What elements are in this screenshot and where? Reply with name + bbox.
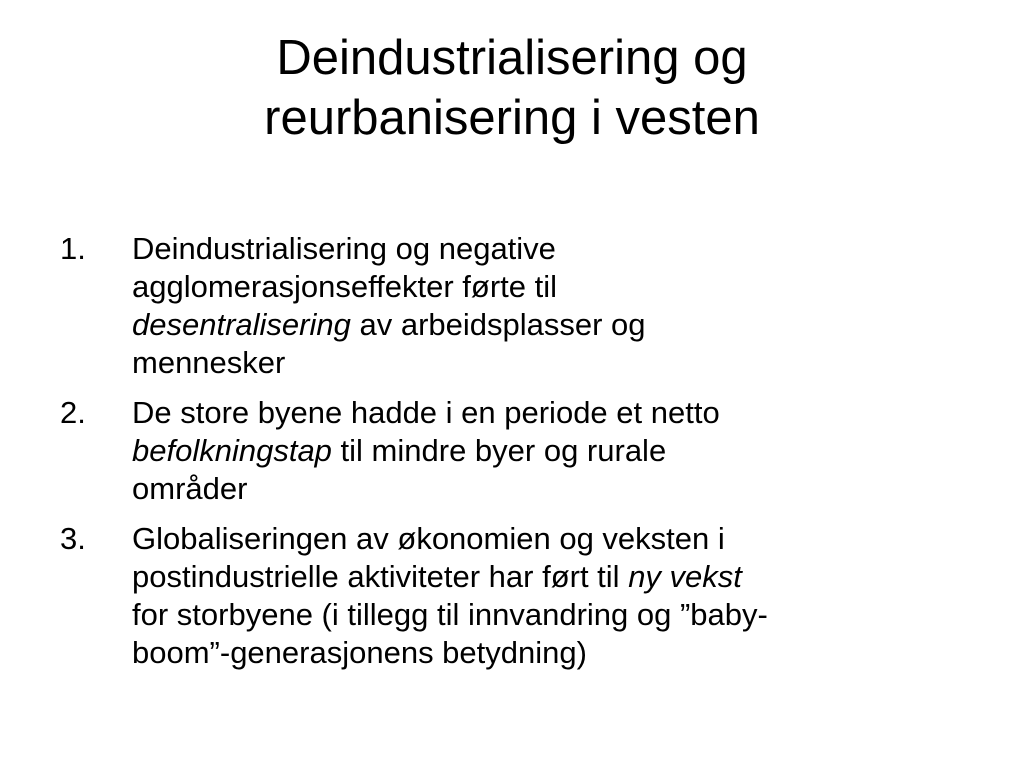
list-item-number: 2.: [60, 395, 86, 430]
list-item-number: 1.: [60, 231, 86, 266]
list-item-text-line: [132, 432, 970, 470]
list-item-text: til mindre byer og rurale: [331, 433, 667, 468]
list-item-text: områder: [132, 471, 248, 506]
list-item-3: [60, 520, 970, 672]
list-item-text: for storbyene (i tillegg til innvandring og ”baby-: [132, 597, 768, 632]
list-item-text: av arbeidsplasser og: [350, 307, 646, 342]
list-item-text: Globaliseringen av økonomien og veksten i: [132, 521, 725, 556]
list-item-text: postindustrielle aktiviteter har ført til: [132, 559, 629, 594]
numbered-list: [60, 230, 970, 684]
emphasis-text: befolkningstap: [132, 433, 332, 468]
slide-title: [0, 28, 1024, 148]
list-item-1: [60, 230, 970, 382]
list-item-number: 3.: [60, 521, 86, 556]
list-item-text: boom”-generasjonens betydning): [132, 635, 587, 670]
emphasis-text: desentralisering: [132, 307, 351, 342]
list-item-text: agglomerasjonseffekter førte til: [132, 269, 558, 304]
list-item-2: [60, 394, 970, 508]
title-line-2: reurbanisering i vesten: [264, 91, 760, 145]
emphasis-text: ny vekst: [628, 559, 742, 594]
list-item-text: De store byene hadde i en periode et netto: [132, 395, 720, 430]
list-item-text: mennesker: [132, 345, 286, 380]
list-item-text-line: [132, 558, 970, 596]
list-item-text-line: [132, 306, 970, 344]
list-item-text: Deindustrialisering og negative: [132, 231, 556, 266]
title-line-1: Deindustrialisering og: [276, 31, 748, 85]
